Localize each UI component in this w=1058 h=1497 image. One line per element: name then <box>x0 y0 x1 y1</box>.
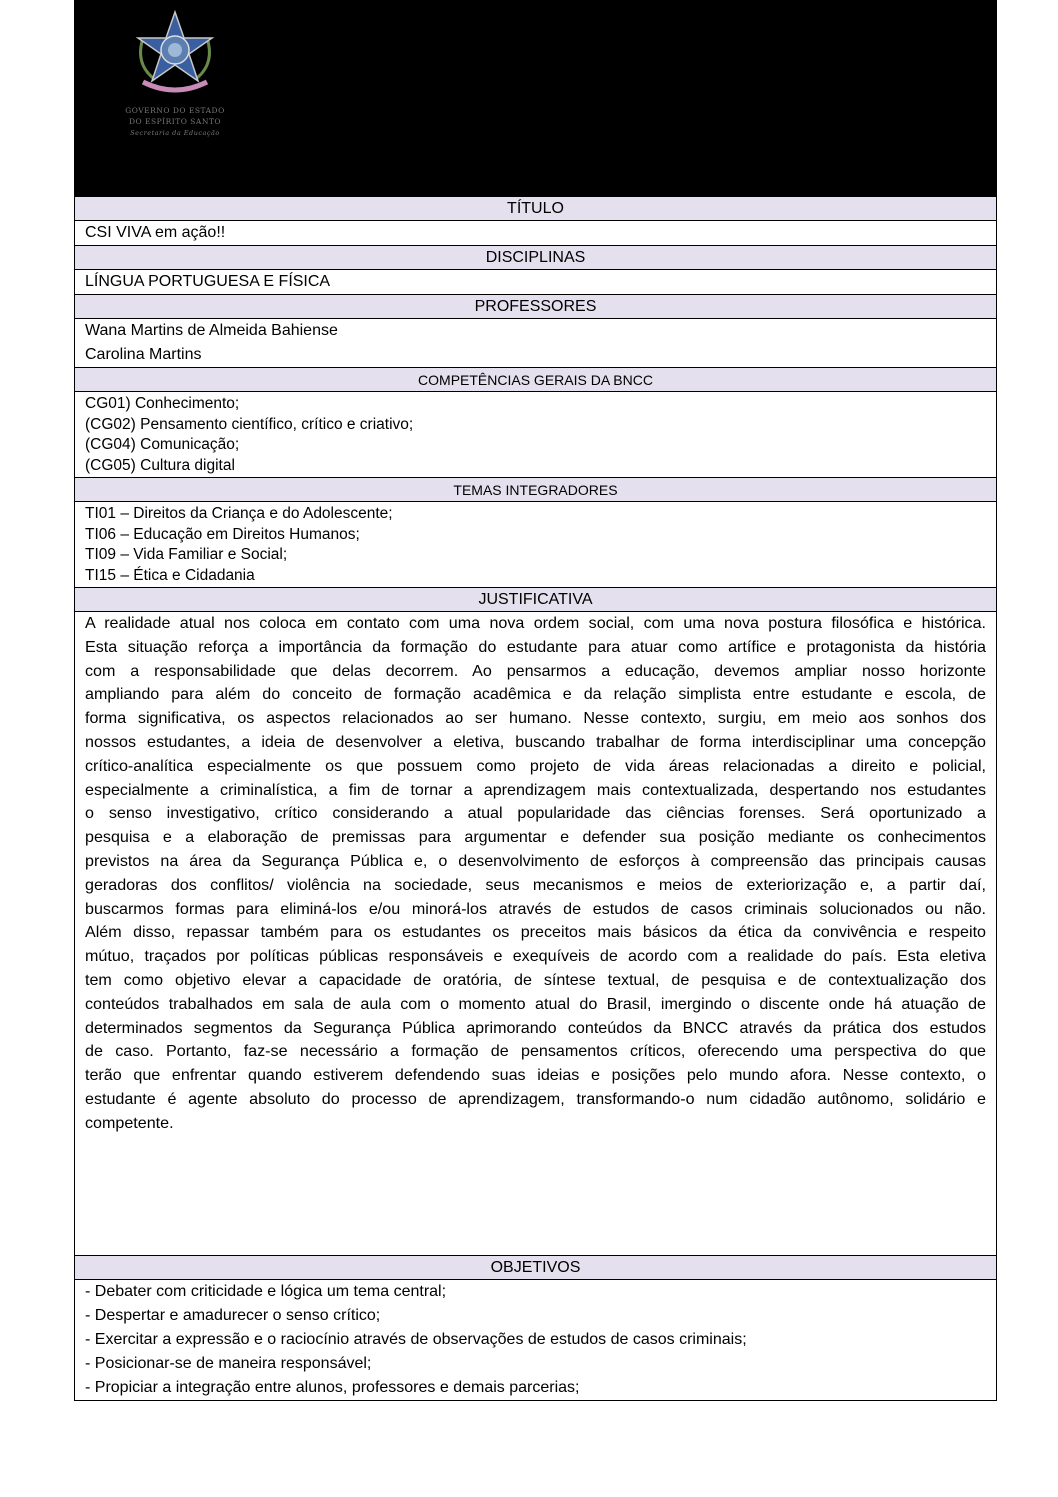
objetivo-item: - Propiciar a integração entre alunos, professores e demais parcerias; <box>85 1379 580 1396</box>
justificativa-line: crítico-analítica especialmente os que possuem como projeto de vida áreas relacionadas a direito e policial, <box>85 756 986 775</box>
justificativa-line: A realidade atual nos coloca em contato com uma nova ordem social, com uma nova postura filosófica e histórica. <box>85 614 986 632</box>
logo-line-1: GOVERNO DO ESTADO <box>125 106 225 115</box>
justificativa-line: Esta situação reforça a importância da formação do estudante para atuar como artífice e protagonista da história <box>85 637 986 656</box>
competencia-item: (CG04) Comunicação; <box>85 436 240 453</box>
tema-item: TI09 – Vida Familiar e Social; <box>85 546 288 563</box>
disciplinas-value: LÍNGUA PORTUGUESA E FÍSICA <box>75 269 996 294</box>
justificativa-line: nossos estudantes, a ideia de desenvolver a eletiva, buscando trabalhar de forma interdisciplinar uma concepção <box>85 732 986 751</box>
justificativa-line: conteúdos trabalhados em sala de aula com o momento atual do Brasil, imergindo o discente onde há atuação de <box>85 994 986 1013</box>
header-banner <box>75 0 996 196</box>
justificativa-line: pesquisa e a elaboração de premissas para argumentar e defender sua posição mediante os conhecimentos <box>85 828 986 847</box>
justificativa-line: o senso investigativo, crítico considerando a atual popularidade das ciências forenses. Será oportunizado a <box>85 804 986 823</box>
tema-item: TI15 – Ética e Cidadania <box>85 566 255 584</box>
professores-list <box>75 318 996 367</box>
justificativa-line: buscarmos formas para eliminá-los e/ou minorá-los através de estudos de casos criminais solucionados ou não. <box>85 899 986 918</box>
coat-of-arms-icon <box>95 8 255 103</box>
section-header-titulo: TÍTULO <box>75 196 996 220</box>
justificativa-line: forma significativa, os aspectos relacionados ao ser humano. Nesse contexto, surgiu, em meio aos sonhos dos <box>85 709 986 728</box>
government-logo <box>95 8 255 143</box>
section-header-objetivos: OBJETIVOS <box>75 1255 996 1279</box>
justificativa-line: ampliando para além do conceito de formação acadêmica e da relação simplista entre estudante e escola, de <box>85 685 986 704</box>
justificativa-text <box>75 611 996 1255</box>
justificativa-line: mútuo, traçados por políticas públicas responsáveis e exequíveis de acordo com a realidade do país. Esta eletiva <box>85 947 986 966</box>
objetivos-list <box>75 1279 996 1400</box>
justificativa-line: especialmente a criminalística, a fim de tornar a aprendizagem mais contextualizada, despertando nos estudantes <box>85 780 986 799</box>
justificativa-line: de caso. Portanto, faz-se necessário a formação de pensamentos críticos, oferecendo uma perspectiva do que <box>85 1042 986 1061</box>
logo-line-2: DO ESPÍRITO SANTO <box>128 117 222 126</box>
section-header-professores: PROFESSORES <box>75 294 996 318</box>
tema-item: TI06 – Educação em Direitos Humanos; <box>85 525 360 543</box>
justificativa-line: geradoras dos conflitos/ violência na sociedade, seus mecanismos e meios de exteriorização e, a partir daí, <box>85 875 986 894</box>
professor-item: Wana Martins de Almeida Bahiense <box>85 322 338 339</box>
justificativa-line: previstos na área da Segurança Pública e, o desenvolvimento de esforços à compreensão das principais causas <box>85 851 986 870</box>
professor-item: Carolina Martins <box>85 346 202 363</box>
justificativa-line: competente. <box>85 1113 174 1132</box>
justificativa-line: estudante é agente absoluto do processo de aprendizagem, transformando-o num cidadão autônomo, solidário e <box>85 1089 986 1108</box>
justificativa-line: tem como objetivo elevar a capacidade de oratória, de síntese textual, de pesquisa e de contextualização dos <box>85 970 986 989</box>
objetivo-item: - Debater com criticidade e lógica um tema central; <box>85 1283 447 1300</box>
section-header-temas: TEMAS INTEGRADORES <box>75 477 996 501</box>
objetivo-item: - Despertar e amadurecer o senso crítico; <box>85 1307 381 1324</box>
titulo-value: CSI VIVA em ação!! <box>75 220 996 245</box>
justificativa-line: com a responsabilidade que delas decorrem. Ao pensarmos a educação, devemos ampliar nosso horizonte <box>85 661 986 680</box>
objetivo-item: - Exercitar a expressão e o raciocínio através de observações de estudos de casos criminais; <box>85 1331 747 1348</box>
competencia-item: (CG02) Pensamento científico, crítico e criativo; <box>85 415 414 433</box>
section-header-disciplinas: DISCIPLINAS <box>75 245 996 269</box>
justificativa-line: determinados segmentos da Segurança Pública aprimorando conteúdos da BNCC através da prática dos estudos <box>85 1018 986 1037</box>
logo-line-3: Secretaria da Educação <box>130 129 220 137</box>
document-page <box>74 0 997 1401</box>
section-header-justificativa: JUSTIFICATIVA <box>75 587 996 611</box>
tema-item: TI01 – Direitos da Criança e do Adolescente; <box>85 505 393 522</box>
competencias-list <box>75 391 996 477</box>
justificativa-line: terão que enfrentar quando estiverem defendendo suas ideias e posições pelo mundo afora. Nesse contexto, o <box>85 1066 986 1085</box>
justificativa-line: Além disso, repassar também para os estudantes os preceitos mais básicos da ética da convivência e respeito <box>85 923 986 942</box>
objetivo-item: - Posicionar-se de maneira responsável; <box>85 1355 372 1372</box>
competencia-item: (CG05) Cultura digital <box>85 456 235 474</box>
temas-list <box>75 501 996 587</box>
section-header-competencias: COMPETÊNCIAS GERAIS DA BNCC <box>75 367 996 391</box>
competencia-item: CG01) Conhecimento; <box>85 395 240 412</box>
